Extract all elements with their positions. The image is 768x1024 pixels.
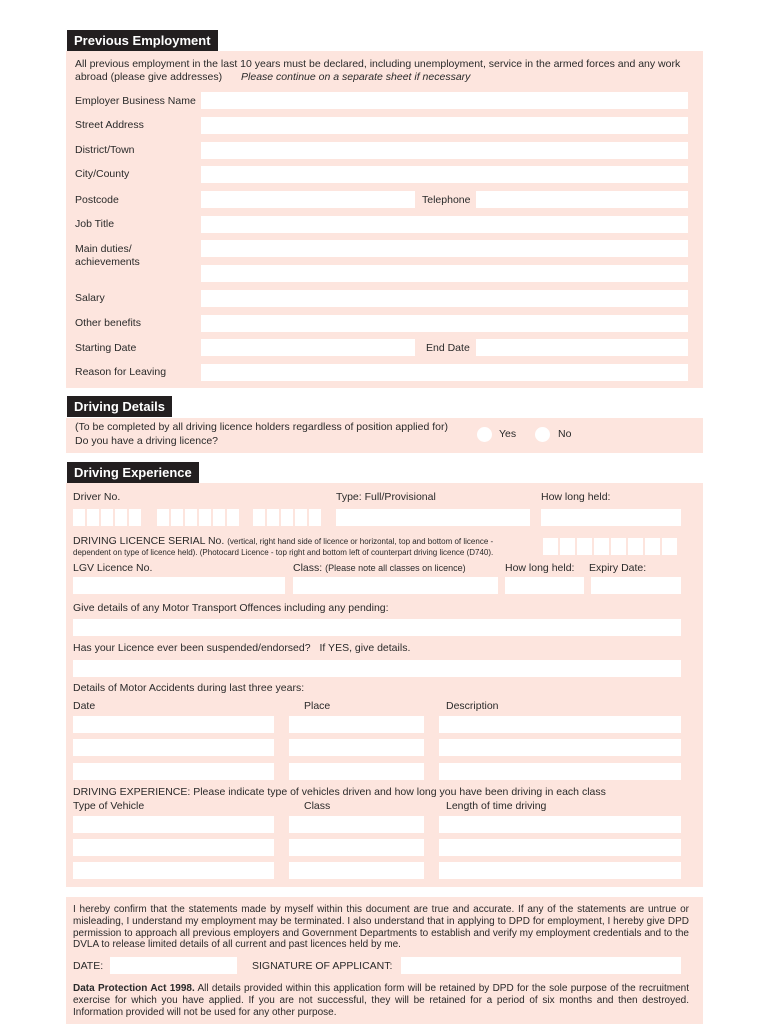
driver-no-box[interactable]	[101, 509, 113, 526]
serial-label: DRIVING LICENCE SERIAL No. (vertical, right hand side of licence or horizontal, top and bottom of licence -	[73, 535, 494, 547]
serial-note-2: dependent on type of licence held). (Photocard Licence - top right and bottom left of counterpart driving licence (D740).	[73, 548, 494, 557]
how-long-held-label: How long held:	[541, 491, 611, 503]
driving-experience-heading: Driving Experience	[67, 462, 199, 483]
serial-box[interactable]	[543, 538, 558, 555]
starting-date-input[interactable]	[201, 339, 415, 356]
accident-place-input[interactable]	[289, 763, 424, 780]
vehicle-type-input[interactable]	[73, 839, 274, 856]
driver-no-label: Driver No.	[73, 491, 121, 503]
type-label: Type: Full/Provisional	[336, 491, 436, 503]
serial-box[interactable]	[611, 538, 626, 555]
driver-no-box[interactable]	[157, 509, 169, 526]
continue-note: Please continue on a separate sheet if necessary	[241, 71, 471, 83]
driver-no-box[interactable]	[73, 509, 85, 526]
lgv-input[interactable]	[73, 577, 285, 594]
main-duties-label: Main duties/	[75, 243, 132, 255]
driver-no-box[interactable]	[199, 509, 211, 526]
offences-input[interactable]	[73, 619, 681, 636]
telephone-label: Telephone	[422, 194, 471, 206]
driving-length-input[interactable]	[439, 862, 681, 879]
vehicle-class-input[interactable]	[289, 862, 424, 879]
suspended-input[interactable]	[73, 660, 681, 677]
accident-description-input[interactable]	[439, 716, 681, 733]
serial-box[interactable]	[645, 538, 660, 555]
accident-date-input[interactable]	[73, 716, 274, 733]
lgv-label: LGV Licence No.	[73, 562, 153, 574]
driving-length-input[interactable]	[439, 816, 681, 833]
reason-label: Reason for Leaving	[75, 366, 167, 378]
yes-radio[interactable]	[477, 427, 492, 442]
street-input[interactable]	[201, 117, 688, 134]
acc-col-description: Description	[446, 700, 499, 712]
achievements-label: achievements	[75, 256, 140, 268]
vehicle-class-input[interactable]	[289, 816, 424, 833]
driver-no-box[interactable]	[185, 509, 197, 526]
city-label: City/County	[75, 168, 130, 180]
date-label: DATE:	[73, 960, 104, 972]
driver-no-box[interactable]	[129, 509, 141, 526]
driver-no-box[interactable]	[295, 509, 307, 526]
salary-label: Salary	[75, 292, 105, 304]
offences-label: Give details of any Motor Transport Offences including any pending:	[73, 602, 389, 614]
signature-label: SIGNATURE OF APPLICANT:	[252, 960, 393, 972]
driving-details-note: (To be completed by all driving licence holders regardless of position applied for)	[75, 421, 448, 433]
previous-employment-intro: All previous employment in the last 10 years must be declared, including unemployment, service in the armed forces and any work abroad (please give addresses) Please continue on a separate sheet if necessary	[75, 58, 681, 83]
driver-no-box[interactable]	[281, 509, 293, 526]
serial-box[interactable]	[560, 538, 575, 555]
serial-note-1: (vertical, right hand side of licence or horizontal, top and bottom of licence -	[227, 537, 494, 546]
how-long-held-input[interactable]	[541, 509, 681, 526]
driving-licence-question: Do you have a driving licence?	[75, 435, 219, 447]
serial-box[interactable]	[662, 538, 677, 555]
reason-input[interactable]	[201, 364, 688, 381]
accident-place-input[interactable]	[289, 739, 424, 756]
exp-col-class: Class	[304, 800, 331, 812]
driver-no-box[interactable]	[227, 509, 239, 526]
accident-date-input[interactable]	[73, 739, 274, 756]
other-benefits-input[interactable]	[201, 315, 688, 332]
district-input[interactable]	[201, 142, 688, 159]
expiry-input[interactable]	[591, 577, 681, 594]
accidents-label: Details of Motor Accidents during last three years:	[73, 682, 305, 694]
driver-no-box[interactable]	[171, 509, 183, 526]
accident-description-input[interactable]	[439, 763, 681, 780]
driver-no-box[interactable]	[309, 509, 321, 526]
driver-no-box[interactable]	[267, 509, 279, 526]
class-note: (Please note all classes on licence)	[325, 563, 466, 573]
district-label: District/Town	[75, 144, 135, 156]
job-title-label: Job Title	[75, 218, 115, 230]
driving-details-heading: Driving Details	[67, 396, 172, 417]
driver-no-box[interactable]	[87, 509, 99, 526]
telephone-input[interactable]	[476, 191, 688, 208]
how-long-held-2-label: How long held:	[505, 562, 575, 574]
declaration-text: I hereby confirm that the statements made by myself within this document are true and accurate. If any of the statements are untrue or misleading, I understand my employment may be terminated. I also understand that in applying to DPD for employment, I hereby give DPD permission to approach all previous employers and Government Departments to establish and verify my employment credentials and to the DVLA to release limited details of all current and past licences held by me.	[73, 904, 689, 951]
driver-no-box[interactable]	[115, 509, 127, 526]
main-duties-input-1[interactable]	[201, 240, 688, 257]
accident-place-input[interactable]	[289, 716, 424, 733]
no-radio[interactable]	[535, 427, 550, 442]
street-label: Street Address	[75, 119, 144, 131]
postcode-input[interactable]	[201, 191, 415, 208]
starting-date-label: Starting Date	[75, 342, 137, 354]
experience-note: DRIVING EXPERIENCE: Please indicate type of vehicles driven and how long you have been driving in each class	[73, 786, 606, 798]
class-input[interactable]	[293, 577, 498, 594]
end-date-label: End Date	[426, 342, 470, 354]
serial-box[interactable]	[577, 538, 592, 555]
serial-box[interactable]	[628, 538, 643, 555]
expiry-label: Expiry Date:	[589, 562, 647, 574]
end-date-input[interactable]	[476, 339, 688, 356]
other-benefits-label: Other benefits	[75, 317, 141, 329]
driver-no-box[interactable]	[213, 509, 225, 526]
suspended-label: Has your Licence ever been suspended/endorsed? If YES, give details.	[73, 642, 411, 654]
driving-length-input[interactable]	[439, 839, 681, 856]
vehicle-type-input[interactable]	[73, 862, 274, 879]
class-label: Class: (Please note all classes on licence)	[293, 562, 466, 574]
accident-description-input[interactable]	[439, 739, 681, 756]
employer-input[interactable]	[201, 92, 688, 109]
how-long-held-2-input[interactable]	[505, 577, 584, 594]
main-duties-input-2[interactable]	[201, 265, 688, 282]
city-input[interactable]	[201, 166, 688, 183]
exp-col-type: Type of Vehicle	[73, 800, 145, 812]
employer-label: Employer Business Name	[75, 95, 196, 107]
driver-no-box[interactable]	[253, 509, 265, 526]
signature-input[interactable]	[401, 957, 681, 974]
data-protection-title: Data Protection Act 1998.	[73, 983, 195, 994]
date-input[interactable]	[110, 957, 237, 974]
yes-label: Yes	[499, 428, 517, 440]
serial-box[interactable]	[594, 538, 609, 555]
acc-col-place: Place	[304, 700, 331, 712]
exp-col-length: Length of time driving	[446, 800, 547, 812]
acc-col-date: Date	[73, 700, 96, 712]
job-title-input[interactable]	[201, 216, 688, 233]
salary-input[interactable]	[201, 290, 688, 307]
licence-type-input[interactable]	[336, 509, 530, 526]
accident-date-input[interactable]	[73, 763, 274, 780]
previous-employment-heading: Previous Employment	[67, 30, 218, 51]
if-yes-label: If YES, give details.	[319, 642, 411, 654]
data-protection-text: Data Protection Act 1998. All details provided within this application form will be retained by DPD for the sole purpose of the recruitment exercise for which you have applied. If you are not successful, they will be retained for a period of six months and then destroyed. Information provided will not be used for any other purpose.	[73, 983, 689, 1018]
vehicle-type-input[interactable]	[73, 816, 274, 833]
postcode-label: Postcode	[75, 194, 119, 206]
vehicle-class-input[interactable]	[289, 839, 424, 856]
no-label: No	[558, 428, 572, 440]
